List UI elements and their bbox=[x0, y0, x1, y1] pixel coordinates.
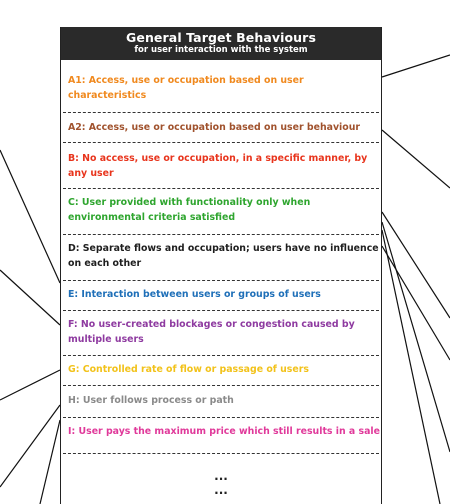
behaviour-item-e bbox=[68, 288, 377, 303]
connector-line-left-lower-1 bbox=[0, 405, 60, 487]
connector-line-left-middle bbox=[0, 370, 60, 400]
separator bbox=[63, 310, 379, 311]
behaviour-f-line2: multiple users bbox=[68, 334, 144, 345]
behaviour-item-a2 bbox=[68, 121, 377, 136]
behaviour-item-g bbox=[68, 363, 377, 378]
separator bbox=[63, 142, 379, 143]
behaviour-a1-line2: characteristics bbox=[68, 90, 147, 101]
panel-subtitle: for user interaction with the system bbox=[134, 45, 308, 55]
separator bbox=[63, 234, 379, 235]
separator bbox=[63, 355, 379, 356]
behaviour-h-line1: H: User follows process or path bbox=[68, 395, 234, 407]
connector-line-left-top bbox=[0, 150, 60, 283]
panel-header bbox=[61, 27, 381, 60]
separator bbox=[63, 188, 379, 189]
connector-line-left-upper bbox=[0, 270, 60, 325]
connector-line-a1-right bbox=[382, 55, 450, 77]
ellipsis-more: ... bbox=[214, 483, 228, 497]
behaviour-c-line1: C: User provided with functionality only when bbox=[68, 197, 311, 209]
behaviour-item-d bbox=[68, 242, 377, 272]
separator bbox=[63, 385, 379, 386]
target-behaviours-panel bbox=[60, 27, 382, 504]
behaviour-item-b bbox=[68, 152, 377, 182]
behaviour-g-line1: G: Controlled rate of flow or passage of users bbox=[68, 364, 309, 376]
behaviour-item-f bbox=[68, 318, 377, 348]
separator bbox=[63, 417, 379, 418]
behaviour-e-line1: E: Interaction between users or groups of users bbox=[68, 289, 321, 301]
behaviour-f-line1: F: No user-created blockages or congestion caused by bbox=[68, 319, 355, 331]
behaviour-d-line2: on each other bbox=[68, 258, 142, 269]
behaviour-b-line1: B: No access, use or occupation, in a specific manner, by bbox=[68, 153, 368, 165]
behaviour-b-line2: any user bbox=[68, 168, 114, 179]
connector-line-left-lower-2 bbox=[40, 420, 60, 504]
behaviour-item-i bbox=[68, 425, 380, 440]
connector-line-a2-right bbox=[382, 130, 450, 188]
connector-line-c-right-3 bbox=[382, 230, 440, 504]
ellipsis-more: ... bbox=[214, 469, 228, 483]
behaviour-c-line2: environmental criteria satisfied bbox=[68, 212, 236, 223]
behaviour-a1-line1: A1: Access, use or occupation based on user bbox=[68, 75, 304, 87]
separator bbox=[63, 112, 379, 113]
separator bbox=[63, 453, 379, 454]
behaviour-item-h bbox=[68, 394, 377, 409]
behaviour-d-line1: D: Separate flows and occupation; users have no influence bbox=[68, 243, 379, 255]
panel-title: General Target Behaviours bbox=[126, 30, 316, 45]
separator bbox=[63, 280, 379, 281]
connector-line-c-right-2 bbox=[382, 222, 450, 452]
behaviour-a2-line1: A2: Access, use or occupation based on user behaviour bbox=[68, 122, 361, 134]
behaviour-item-c bbox=[68, 196, 377, 226]
behaviour-item-a1 bbox=[68, 74, 377, 104]
behaviour-i-line1: I: User pays the maximum price which still results in a sale bbox=[68, 426, 380, 438]
